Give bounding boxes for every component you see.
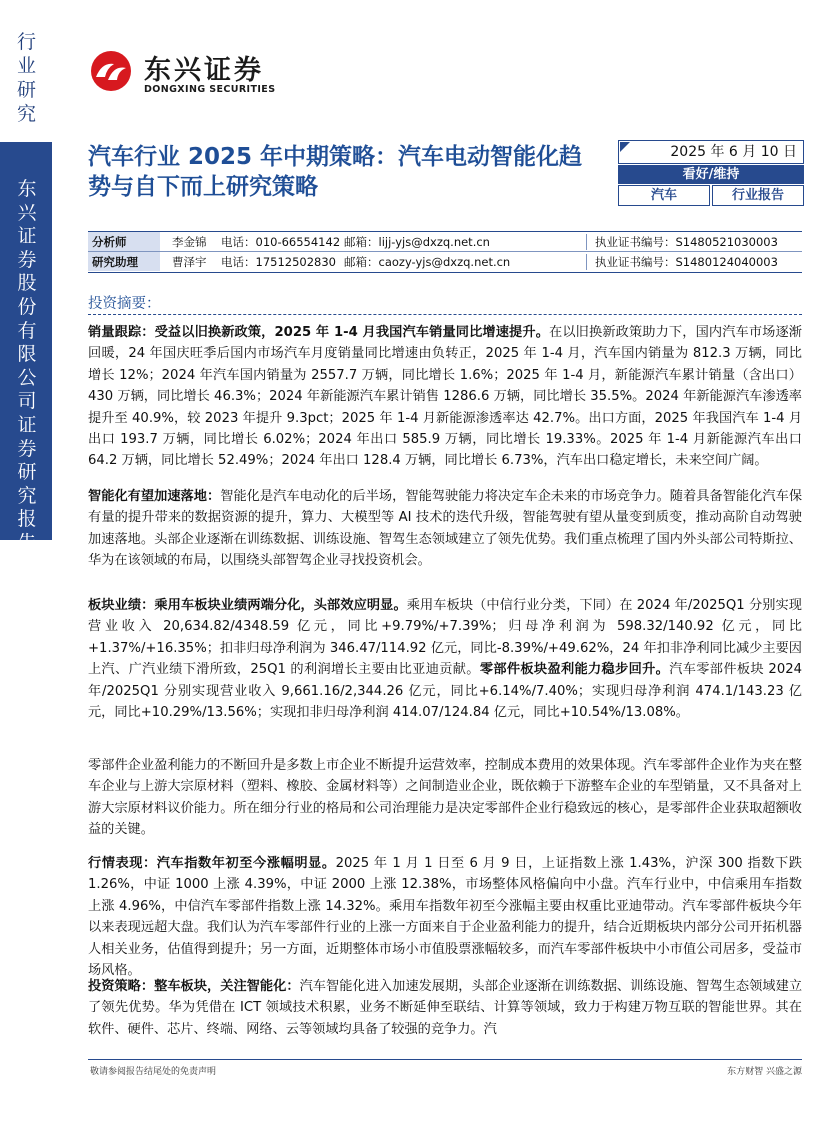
sidebar-char: 证 (17, 413, 37, 436)
report-type-tag: 行业报告 (712, 185, 804, 206)
sidebar-char: 股 (17, 272, 37, 295)
analyst-name: 曹泽宇 (172, 255, 207, 269)
analyst-role: 分析师 (88, 232, 160, 251)
footer-disclaimer: 敬请参阅报告结尾处的免责声明 (90, 1067, 217, 1077)
analyst-name: 李金锦 (172, 235, 207, 249)
paragraph-text: 智能化是汽车电动化的后半场，智能驾驶能力将决定车企未来的市场竞争力。随着具备智能化汽车保有量的提升带来的数据资源的提升，算力、大模型等 AI 技术的迭代升级，智能驾驶有望从量变到质变，推动高阶自动驾驶加速落地。头部企业逐渐在训练数据、训练设施、智驾生态领域建立了领先优势。我们重点梳理了国内外头部公司特斯拉、华为在该领域的布局，以围绕头部智驾企业寻找投资机会。 (88, 489, 803, 569)
sidebar-char: 研 (17, 461, 37, 484)
paragraph-text: 在以旧换新政策助力下，国内汽车市场逐渐回暖，24 年国庆旺季后国内市场汽车月度销量同比增速由负转正，2025 年 1-4 月，汽车国内销量为 812.3 万辆，同比增长 12%；2024 年汽车国内销量为 2557.7 万辆，同比增长 1.6%；2025 年 1-4 月，新能源汽车累计销量（含出口）430 万辆，同比增长 46.3%；2024 年新能源汽车累计销售 1286.6 万辆，同比增长 35.5%。2024 年新能源汽车渗透率提升至 40.9%，较 2023 年提升 9.3pct；2025 年 1-4 月新能源渗透率达 42.7%。出口方面，2025 年我国汽车 1-4 月出口 193.7 万辆，同比增长 6.02%；2024 年出口 585.9 万辆，同比增长 19.33%。2025 年 1-4 月新能源汽车出口 64.2 万辆，同比增长 52.49%；2024 年出口 128.4 万辆，同比增长 6.73%，汽车出口稳定增长，未来空间广阔。 (88, 325, 802, 469)
paragraph-lead: 投资策略：整车板块，关注智能化： (88, 979, 300, 994)
footer-slogan: 东方财智 兴盛之源 (727, 1067, 802, 1077)
sidebar-char: 兴 (17, 201, 37, 224)
paragraph-lead: 智能化有望加速落地： (88, 489, 221, 504)
paragraph-lead: 销量跟踪：受益以旧换新政策，2025 年 1-4 月我国汽车销量同比增速提升。 (88, 325, 550, 340)
paragraph-performance (88, 595, 802, 723)
paragraph-intelligence (88, 486, 802, 572)
sidebar-char: 有 (17, 319, 37, 342)
report-meta-box (618, 140, 804, 206)
sidebar-char: 行 (16, 31, 37, 53)
corner-triangle-icon (620, 142, 630, 152)
analyst-cert: 执业证书编号：S1480124040003 (595, 255, 778, 269)
sidebar-char: 东 (17, 178, 37, 200)
sidebar-char: 限 (17, 343, 37, 366)
rating-badge: 看好/维持 (618, 165, 804, 184)
section-title: 投资摘要： (88, 296, 161, 312)
footer-divider (88, 1059, 802, 1060)
paragraph-lead: 行情表现：汽车指数年初至今涨幅明显。 (88, 856, 336, 871)
analyst-email[interactable]: 邮箱：lijj-yjs@dxzq.net.cn (344, 235, 490, 249)
paragraph-text-2: 汽车零部件板块 2024 年/2025Q1 分别实现营业收入 9,661.16/2,344.26 亿元，同比+6.14%/7.40%；实现归母净利润 474.1/143.23 亿元，同比+10.29%/13.56%；实现扣非归母净利润 414.07/124.84 亿元，同比+10.54%/13.08%。 (88, 662, 802, 721)
sidebar-char: 司 (17, 390, 37, 413)
sidebar-char: 研 (16, 79, 37, 101)
paragraph-text: 汽车智能化进入加速发展期，头部企业逐渐在训练数据、训练设施、智驾生态领域建立了领先优势。华为凭借在 ICT 领域技术积累，业务不断延伸至联结、计算等领域，致力于构建万物互联的智能世界。其在软件、硬件、芯片、终端、网络、云等领域均具备了较强的竞争力。汽 (88, 979, 803, 1037)
sidebar-char: 份 (17, 295, 37, 318)
logo-cn-text: 东兴证券 (144, 55, 264, 86)
dongxing-logo-icon (90, 50, 132, 92)
sidebar-top (0, 0, 52, 125)
industry-tag: 汽车 (618, 185, 710, 206)
paragraph-lead: 板块业绩：乘用车板块业绩两端分化，头部效应明显。 (88, 598, 407, 613)
section-divider (88, 314, 802, 315)
paragraph-lead-2: 零部件板块盈利能力稳步回升。 (479, 662, 670, 678)
sidebar-top-label (10, 30, 44, 126)
sidebar-char: 公 (17, 366, 37, 389)
report-date: 2025 年 6 月 10 日 (618, 140, 804, 164)
analyst-phone: 电话：010-66554142 (221, 235, 341, 249)
divider (586, 254, 587, 270)
sidebar-char: 券 (17, 248, 37, 271)
sidebar-char: 业 (16, 55, 37, 77)
paragraph-parts (88, 755, 802, 841)
analyst-row (88, 232, 802, 252)
divider (586, 234, 587, 250)
sidebar-bottom (0, 142, 52, 554)
report-title: 汽车行业 2025 年中期策略：汽车电动智能化趋势与自下而上研究策略 (88, 144, 583, 200)
analyst-phone: 电话：17512502830 (221, 255, 336, 269)
analyst-email[interactable]: 邮箱：caozy-yjs@dxzq.net.cn (344, 255, 511, 269)
paragraph-text: 2025 年 1 月 1 日至 6 月 9 日，上证指数上涨 1.43%，沪深 300 指数下跌 1.26%，中证 1000 上涨 4.39%，中证 2000 上涨 12.38%，市场整体风格偏向中小盘。汽车行业中，中信乘用车指数上涨 4.96%，中信汽车零部件指数上涨 14.32%。乘用车指数年初至今涨幅主要由权重比亚迪带动。汽车零部件板块今年以来表现远超大盘。我们认为汽车零部件行业的上涨一方面来自于企业盈利能力的提升，结合近期板块内部分公司开拓机器人相关业务，估值得到提升；另一方面，近期整体市场小市值股票涨幅较多，而汽车零部件板块中小市值公司居多，受益市场风格。 (88, 856, 802, 979)
company-logo (90, 48, 290, 100)
analyst-role: 研究助理 (88, 252, 160, 271)
sidebar-char: 究 (17, 484, 37, 507)
analyst-table (88, 231, 802, 273)
paragraph-sales (88, 322, 802, 472)
sidebar-char: 告 (17, 531, 37, 554)
sidebar-char: 证 (17, 225, 37, 248)
paragraph-text: 乘用车板块（中信行业分类，下同）在 2024 年/2025Q1 分别实现营业收入 20,634.82/4348.59 亿元，同比+9.79%/+7.39%；归母净利润为 598.32/140.92 亿元，同比+1.37%/+16.35%；扣非归母净利润为 346.47/114.92 亿元，同比-8.39%/+49.62%，24 年扣非净利同比减少主要因上汽、广汽业绩下滑所致，25Q1 的利润增长主要由比亚迪贡献。 (88, 598, 802, 678)
paragraph-text: 零部件企业盈利能力的不断回升是多数上市企业不断提升运营效率，控制成本费用的效果体现。汽车零部件企业作为夹在整车企业与上游大宗原材料（塑料、橡胶、金属材料等）之间制造业企业，既依赖于下游整车企业的车型销量，又不具备对上游大宗原材料议价能力。所在细分行业的格局和公司治理能力是决定零部件企业行稳致远的核心，是零部件企业获取超额收益的关键。 (88, 758, 802, 838)
sidebar-char: 究 (16, 103, 37, 125)
analyst-row (88, 252, 802, 272)
sidebar-char: 报 (17, 508, 37, 531)
paragraph-strategy (88, 976, 802, 1040)
paragraph-market (88, 853, 802, 981)
sidebar-bottom-label (14, 178, 40, 556)
analyst-cert: 执业证书编号：S1480521030003 (595, 235, 778, 249)
logo-en-text: DONGXING SECURITIES (144, 84, 276, 95)
sidebar-char: 券 (17, 437, 37, 460)
